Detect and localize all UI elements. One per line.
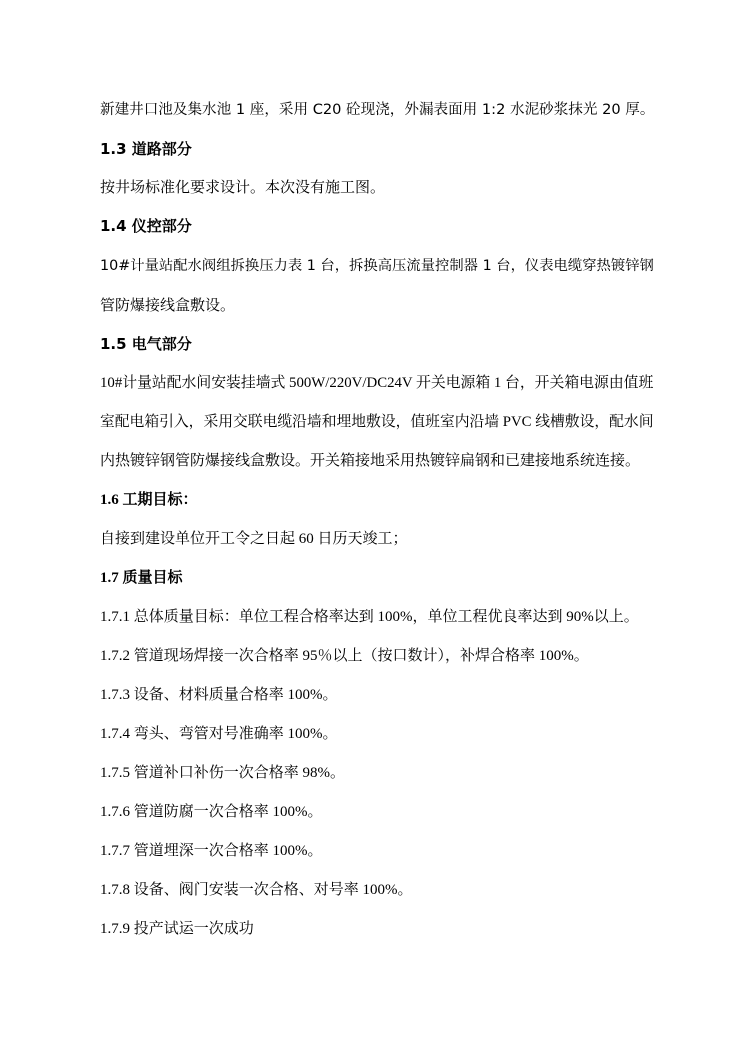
quality-item-1-7-7: 1.7.7 管道埋深一次合格率 100%。: [100, 843, 323, 859]
paragraph-electrical-line-1: 10#计量站配水间安装挂墙式 500W/220V/DC24V 开关电源箱 1 台，开关箱电源由值班: [100, 375, 654, 391]
paragraph-schedule: 自接到建设单位开工令之日起 60 日历天竣工；: [100, 531, 408, 547]
heading-1-7-quality: 1.7 质量目标: [100, 570, 183, 586]
heading-1-3-road: 1.3 道路部分: [100, 140, 192, 158]
quality-item-1-7-1: 1.7.1 总体质量目标：单位工程合格率达到 100%，单位工程优良率达到 90%以上。: [100, 609, 639, 625]
quality-item-1-7-4: 1.7.4 弯头、弯管对号准确率 100%。: [100, 726, 338, 742]
quality-item-1-7-6: 1.7.6 管道防腐一次合格率 100%。: [100, 804, 323, 820]
quality-item-1-7-8: 1.7.8 设备、阀门安装一次合格、对号率 100%。: [100, 882, 413, 898]
quality-item-1-7-9: 1.7.9 投产试运一次成功: [100, 921, 254, 937]
paragraph-instrument-line-1: 10#计量站配水阀组拆换压力表 1 台，拆换高压流量控制器 1 台，仪表电缆穿热镀锌钢: [100, 258, 654, 274]
quality-item-1-7-5: 1.7.5 管道补口补伤一次合格率 98%。: [100, 765, 345, 781]
quality-item-1-7-3: 1.7.3 设备、材料质量合格率 100%。: [100, 687, 338, 703]
paragraph-road: 按井场标准化要求设计。本次没有施工图。: [100, 178, 386, 196]
paragraph-instrument-line-2: 管防爆接线盒敷设。: [100, 296, 236, 314]
paragraph-electrical-line-2: 室配电箱引入，采用交联电缆沿墙和埋地敷设，值班室内沿墙 PVC 线槽敷设，配水间: [100, 414, 654, 430]
quality-item-1-7-2: 1.7.2 管道现场焊接一次合格率 95％以上（按口数计），补焊合格率 100%。: [100, 648, 589, 664]
heading-1-5-electrical: 1.5 电气部分: [100, 335, 192, 353]
paragraph-electrical-line-3: 内热镀锌钢管防爆接线盒敷设。开关箱接地采用热镀锌扁钢和已建接地系统连接。: [100, 453, 641, 469]
paragraph-wellhead-pool: 新建井口池及集水池 1 座，采用 C20 砼现浇，外漏表面用 1:2 水泥砂浆抹光 20 厚。: [100, 101, 655, 118]
heading-1-6-schedule: 1.6 工期目标：: [100, 492, 198, 508]
heading-1-4-instrument: 1.4 仪控部分: [100, 217, 192, 235]
